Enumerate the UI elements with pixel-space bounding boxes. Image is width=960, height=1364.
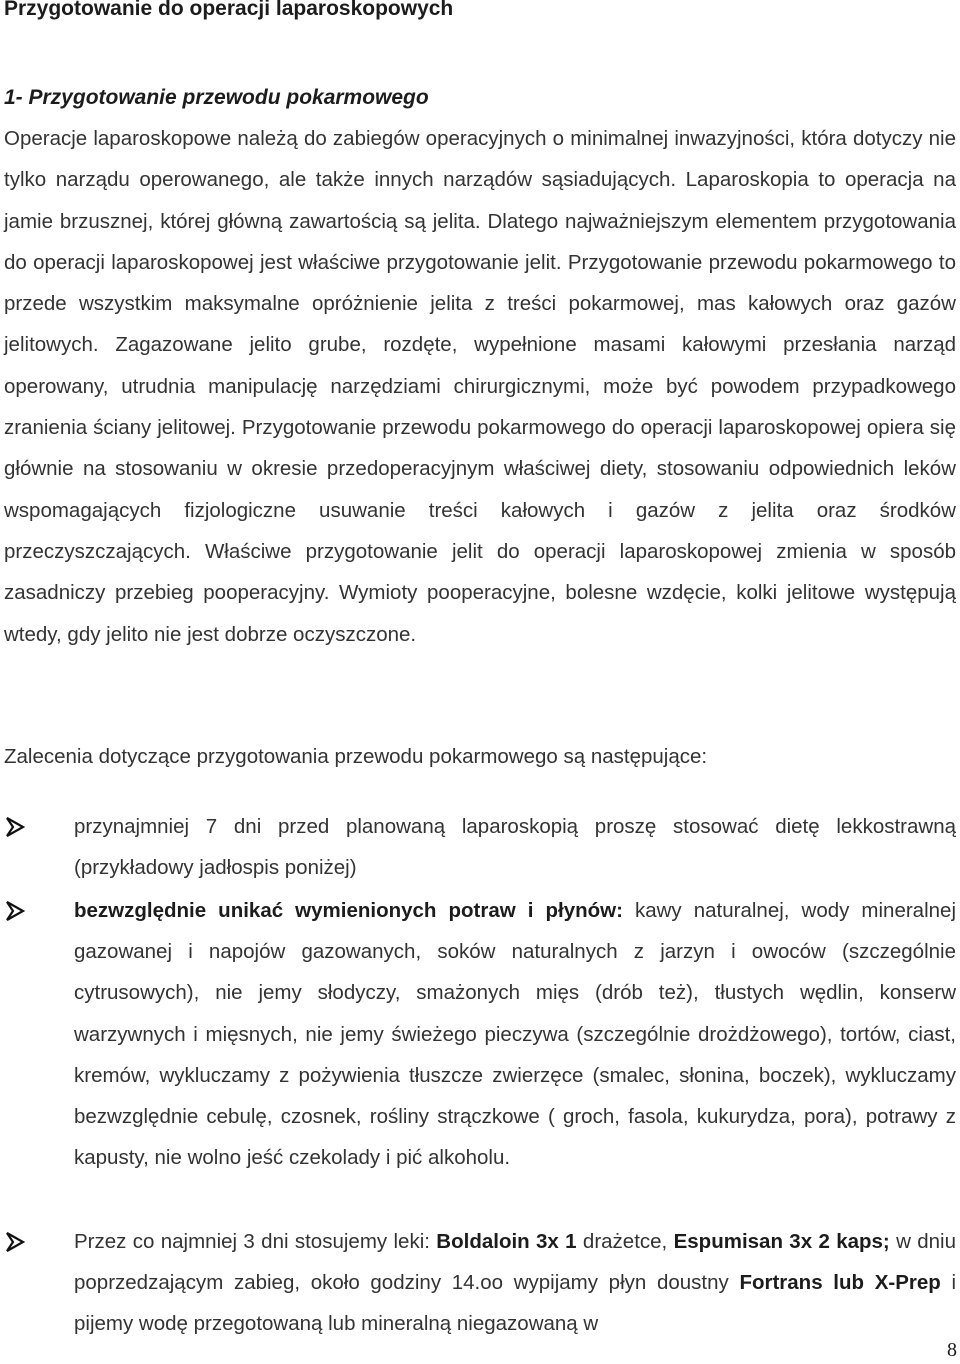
bullet-3-drug-fortrans: Fortrans lub X-Prep — [739, 1271, 941, 1295]
bullet-2-bold-lead: bezwzględnie unikać wymienionych potraw i płynów: — [74, 899, 623, 922]
list-item-text — [74, 806, 956, 888]
list-item — [4, 1221, 956, 1345]
bullet-1-text: przynajmniej 7 dni przed planowaną laparoskopią proszę stosować dietę lekkostrawną (przykładowy jadłospis poniżej) — [74, 815, 956, 880]
bullet-2-text: kawy naturalnej, wody mineralnej gazowanej i napojów gazowanych, soków naturalnych z jarzyn i owoców (szczególnie cytrusowych), nie jemy słodyczy, smażonych mięs (drób też), tłustych wędlin, konserw warzywnych i mięsnych, nie jemy świeżego pieczywa (szczególnie drożdżowego), tortów, ciast, kremów, wykluczamy z pożywienia tłuszcze zwierzęce (smalec, słonina, boczek), wykluczamy bezwzględnie cebulę, czosnek, rośliny strączkowe ( groch, fasola, kukurydza, pora), potrawy z kapusty, nie wolno jeść czekolady i pić alkoholu. — [74, 899, 956, 1170]
bullet-3-part-1: Przez co najmniej 3 dni stosujemy leki: — [74, 1230, 437, 1253]
bullet-3-part-4: i pijemy wodę przegotowaną lub mineralną niegazowaną w — [74, 1271, 957, 1336]
intro-paragraph: Operacje laparoskopowe należą do zabiegów operacyjnych o minimalnej inwazyjności, która dotyczy nie tylko narządu operowanego, ale także innych narządów sąsiadujących. Laparoskopia to operacja na jamie brzusznej, której główną zawartością są jelita. Dlatego najważniejszym elementem przygotowania do operacji laparoskopowej jest właściwe przygotowanie jelit. Przygotowanie przewodu pokarmowego to przede wszystkim maksymalne opróżnienie jelita z treści pokarmowej, mas kałowych oraz gazów jelitowych. Zagazowane jelito grube, rozdęte, wypełnione masami kałowymi przesłania narząd operowany, utrudnia manipulację narzędziami chirurgicznymi, może być powodem przypadkowego zranienia ściany jelitowej. Przygotowanie przewodu pokarmowego do operacji laparoskopowej opiera się głównie na stosowaniu w okresie przedoperacyjnym właściwej diety, stosowaniu odpowiednich leków wspomagających fizjologiczne usuwanie treści kałowych i gazów z jelita oraz środków przeczyszczających. Właściwe przygotowanie jelit do operacji laparoskopowej zmienia w sposób zasadniczy przebieg pooperacyjny. Wymioty pooperacyjne, bolesne wzdęcie, kolki jelitowe występują wtedy, gdy jelito nie jest dobrze oczyszczone. — [4, 127, 956, 646]
arrow-bullet-icon — [4, 816, 26, 838]
bullet-3-part-2: drażetce, — [576, 1230, 674, 1253]
list-item-text — [74, 1221, 956, 1345]
recommendations-intro: Zalecenia dotyczące przygotowania przewodu pokarmowego są następujące: — [4, 745, 708, 768]
arrow-bullet-icon — [4, 1231, 26, 1253]
page-title: Przygotowanie do operacji laparoskopowych — [4, 0, 454, 20]
page-number: 8 — [947, 1339, 957, 1361]
list-item — [4, 806, 956, 888]
section-title: 1- Przygotowanie przewodu pokarmowego — [4, 86, 429, 109]
bullet-3-part-3: w dniu poprzedzającym zabieg, około godziny 14.oo wypijamy płyn doustny — [74, 1230, 956, 1295]
arrow-bullet-icon — [4, 900, 26, 922]
bullet-3-drug-boldaloin: Boldaloin 3x 1 — [436, 1230, 577, 1253]
list-item — [4, 890, 956, 1178]
bullet-3-drug-espumisan: Espumisan 3x 2 kaps; — [673, 1230, 890, 1253]
list-item-text — [74, 890, 956, 1178]
